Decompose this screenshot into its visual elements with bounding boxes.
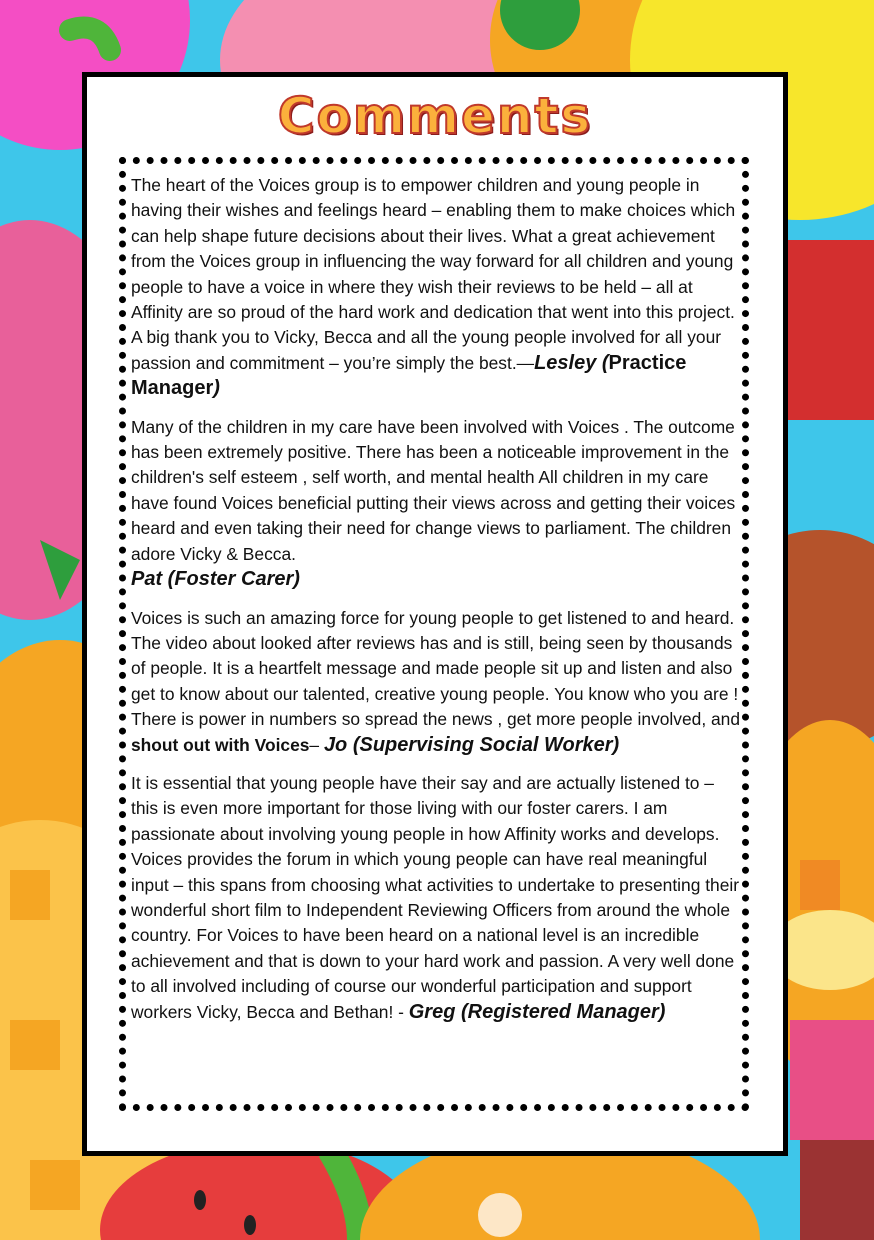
comment-dash: – <box>309 734 324 755</box>
signature: Jo (Supervising Social Worker) <box>323 733 620 756</box>
comment-text: Many of the children in my care have been involved with Voices . The outcome has been extremely positive. There has been a noticeable improvement in the children's self esteem , self worth, and mental health All children in my care have found Voices beneficial putting their views across and getting their voices heard and even taking their need for change views to parliament. The children adore Vicky & Becca. <box>131 416 736 564</box>
comment-greg <box>131 771 743 1025</box>
signature-end: ) <box>213 377 220 400</box>
comment-text: It is essential that young people have their say and are actually listened to – this is even more important for those living with our foster carers. I am passionate about involving young people in how Affinity works and develops. Voices provides the forum in which young people can have real meaningful input – this spans from choosing what activities to undertake to presenting their wonderful short film to Independent Reviewing Officers from around the whole country. For Voices to have been heard on a national level is an incredible achievement and that is down to your hard work and passion. A very well done to all involved including of course our wonderful participation and support workers Vicky, Becca and Bethan! - <box>131 772 740 1022</box>
comment-text: The heart of the Voices group is to empower children and young people in having their wishes and feelings heard – enabling them to make choices which can help shape future decisions about their lives. What a great achievement from the Voices group in influencing the way forward for all children and young people to have a voice in where they wish their reviews to be held – all at Affinity are so proud of the hard work and dedication that went into this project. A big thank you to Vicky, Becca and all the young people involved for all your passion and commitment – you’re simply the best.— <box>131 175 736 373</box>
signature-name: Lesley ( <box>534 351 609 374</box>
comment-text: Voices is such an amazing force for young people to get listened to and heard. The video about looked after reviews has and is still, being seen by thousands of people. It is a heartfelt message and made people sit up and listen and also get to know about our talented, creative young people. You know who you are ! There is power in numbers so spread the news , get more people involved, and <box>131 607 741 730</box>
comments-body <box>131 173 743 1038</box>
comment-bold-text: shout out with Voices <box>131 734 310 755</box>
signature: Greg (Registered Manager) <box>408 1000 666 1023</box>
signature: Pat (Foster Carer) <box>131 568 300 591</box>
comments-card <box>82 72 788 1156</box>
comment-lesley <box>131 173 743 402</box>
comment-jo <box>131 606 743 758</box>
page-title: Comments <box>277 87 593 145</box>
signature-role: Practice Manager <box>131 351 687 400</box>
comment-pat <box>131 415 743 593</box>
